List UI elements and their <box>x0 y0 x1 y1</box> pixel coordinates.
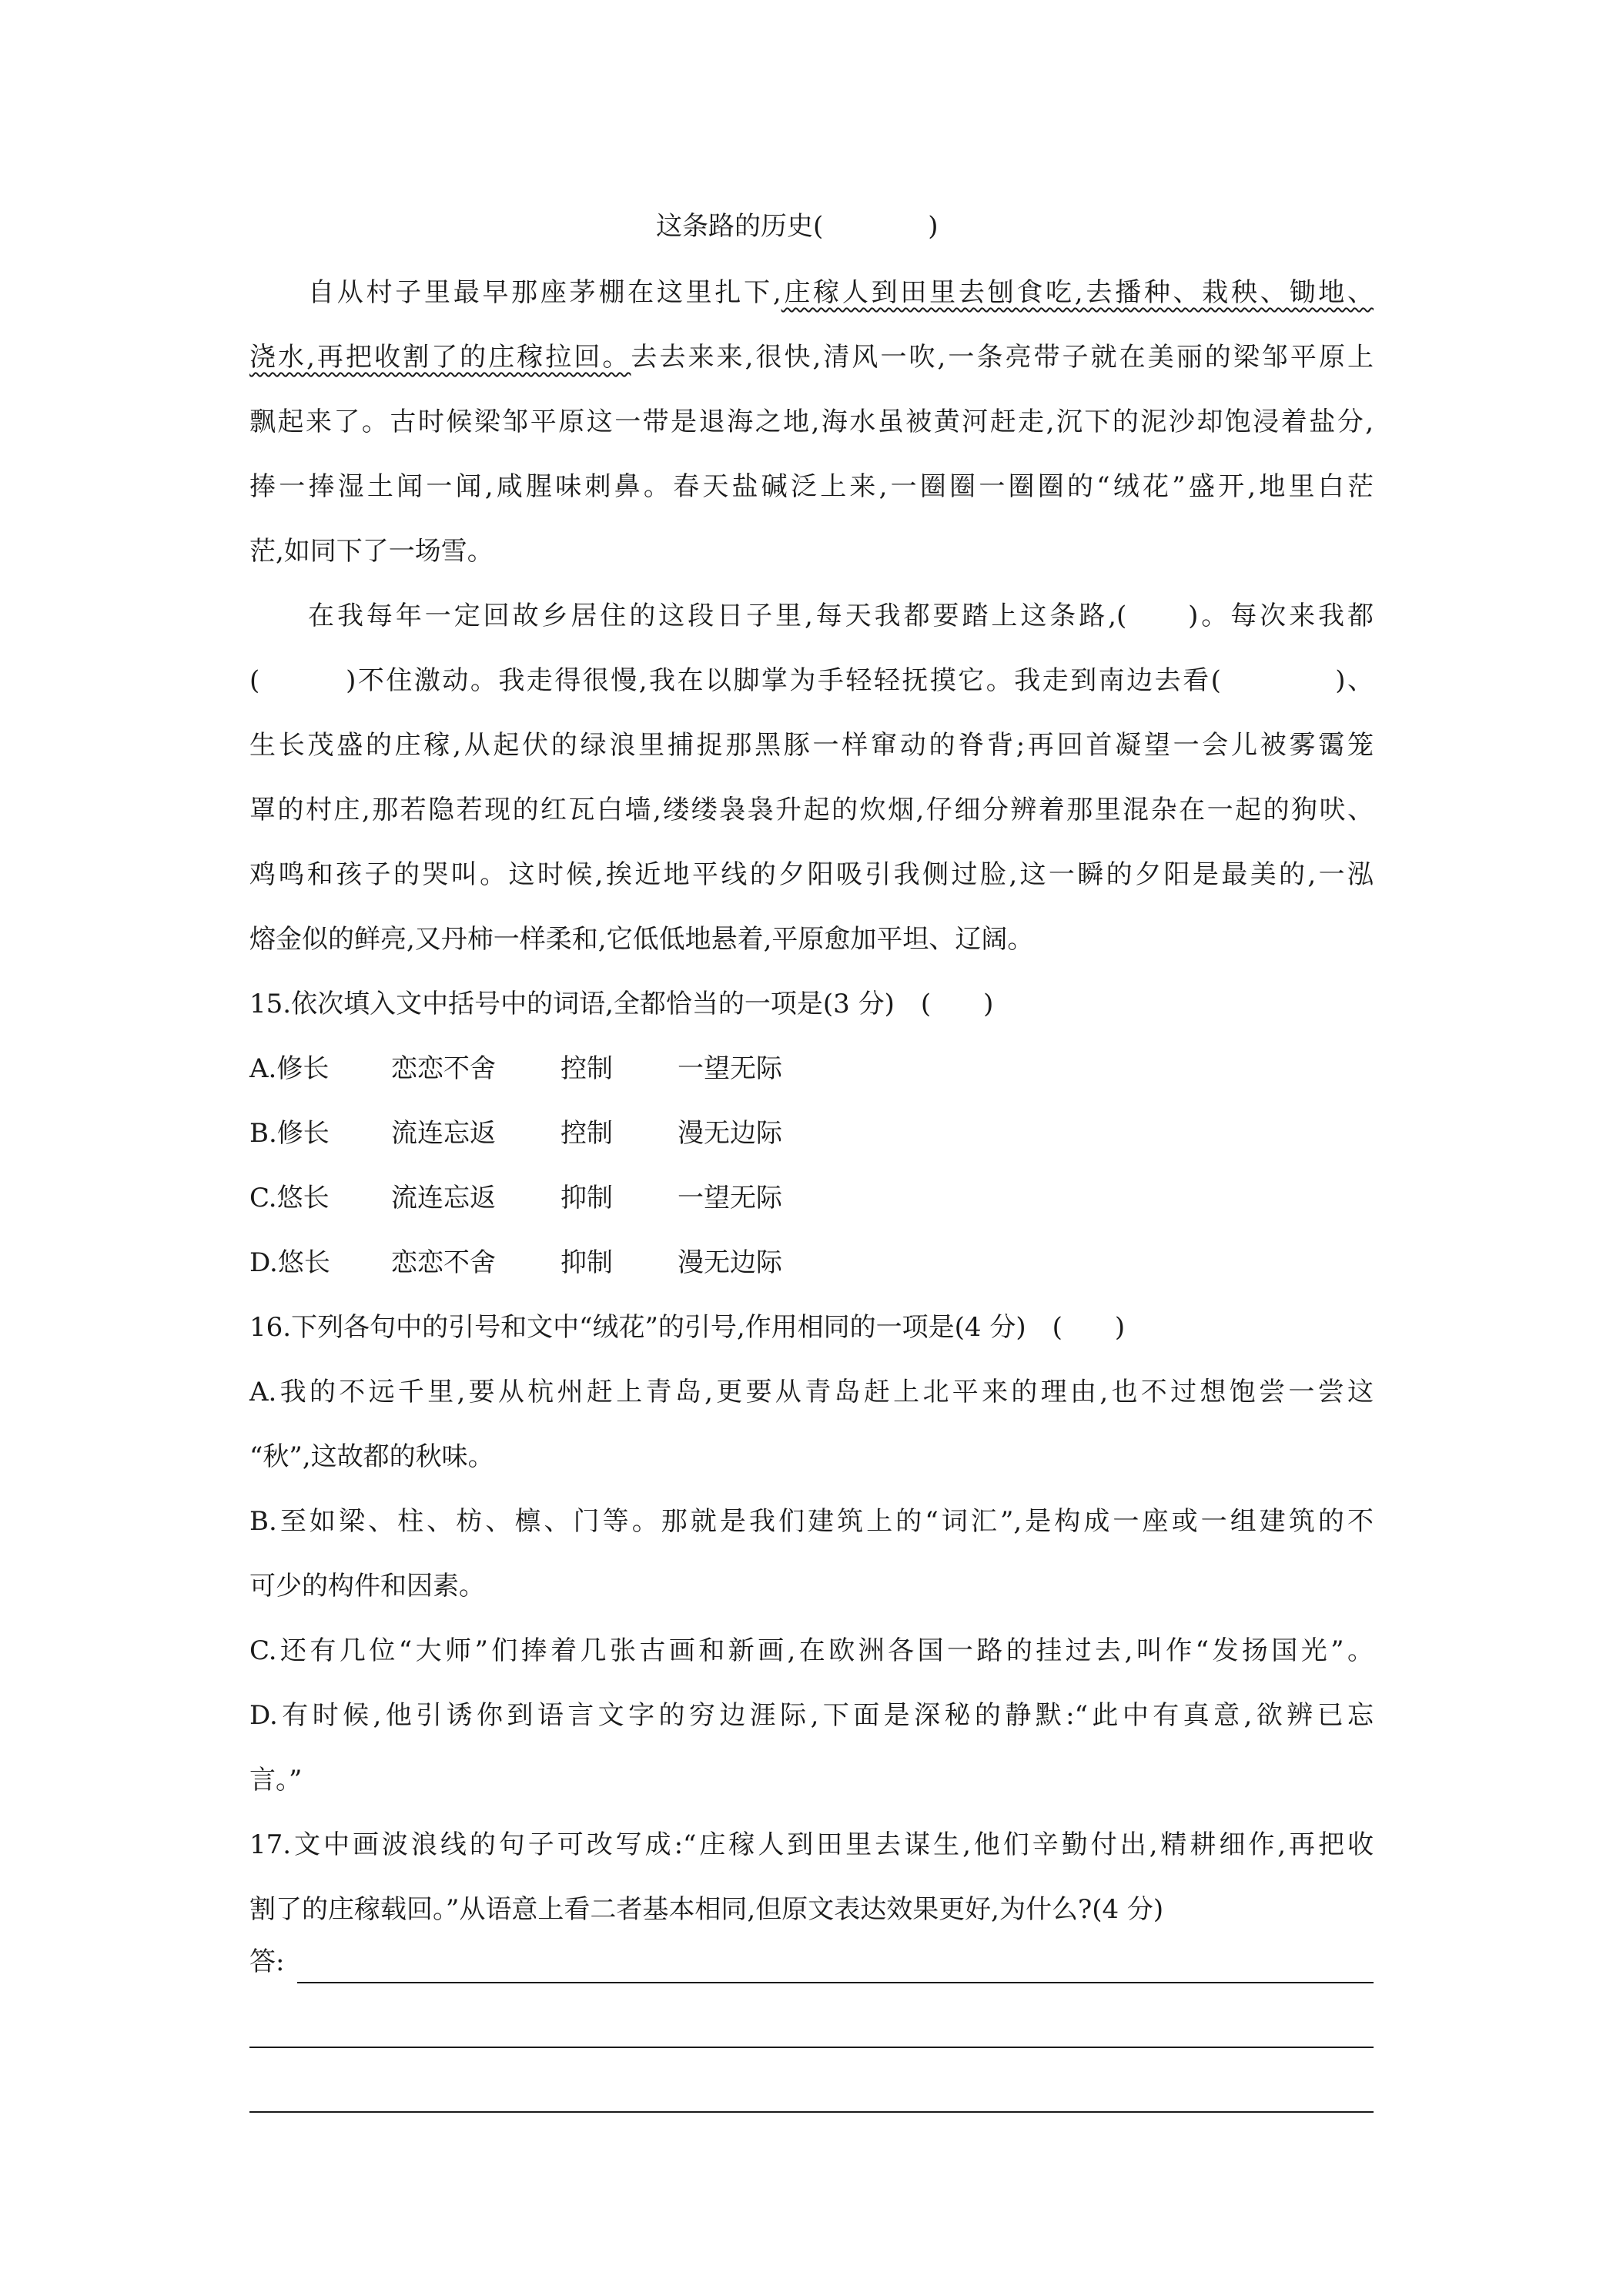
option-label: A.修长 <box>249 1053 330 1084</box>
passage-p1-line-2 <box>249 340 1374 374</box>
option-word-3: 漫无边际 <box>678 1247 782 1278</box>
q16-option-b-line-2: 可少的构件和因素。 <box>249 1571 485 1602</box>
option-word-1: 恋恋不舍 <box>391 1053 496 1084</box>
q17-stem-line-1: 17.文中画波浪线的句子可改写成:“庄稼人到田里去谋生,他们辛勤付出,精耕细作,再把收 <box>249 1829 1374 1860</box>
passage-p2-line-2: ( )不住激动。我走得很慢,我在以脚掌为手轻轻抚摸它。我走到南边去看( )、 <box>249 665 1374 696</box>
wavy-underlined-sentence: 庄稼人到田里去刨食吃,去播种、栽秧、锄地、 <box>781 277 1374 308</box>
q16-option-a-line-1: A.我的不远千里,要从杭州赶上青岛,更要从青岛赶上北平来的理由,也不过想饱尝一尝这 <box>249 1377 1374 1407</box>
passage-title: 这条路的历史( ) <box>656 211 939 242</box>
answer-label: 答: <box>249 1946 285 1977</box>
option-word-3: 漫无边际 <box>678 1118 782 1149</box>
answer-line-1[interactable] <box>297 1982 1374 1983</box>
q16-stem: 16.下列各句中的引号和文中“绒花”的引号,作用相同的一项是(4 分) ( ) <box>249 1312 1126 1343</box>
option-label: B.修长 <box>249 1118 330 1149</box>
answer-line-3[interactable] <box>249 2111 1374 2113</box>
option-word-2: 控制 <box>561 1118 613 1149</box>
option-word-2: 抑制 <box>561 1183 613 1213</box>
answer-line-2[interactable] <box>249 2047 1374 2048</box>
passage-p1-line-3: 飘起来了。古时候梁邹平原这一带是退海之地,海水虽被黄河赶走,沉下的泥沙却饱浸着盐分, <box>249 407 1374 437</box>
option-word-1: 流连忘返 <box>391 1118 496 1149</box>
q16-option-a-line-2: “秋”,这故都的秋味。 <box>249 1441 494 1472</box>
option-word-3: 一望无际 <box>678 1183 782 1213</box>
option-word-2: 抑制 <box>561 1247 613 1278</box>
q16-option-d-line-1: D.有时候,他引诱你到语言文字的穷边涯际,下面是深秘的静默:“此中有真意,欲辨已忘 <box>249 1700 1374 1731</box>
p1-line-2-text: 去去来来,很快,清风一吹,一条亮带子就在美丽的梁邹平原上 <box>631 342 1374 373</box>
passage-p1-line-1 <box>308 276 1374 310</box>
option-label: C.悠长 <box>249 1183 330 1213</box>
p1-line-1-text: 自从村子里最早那座茅棚在这里扎下, <box>308 277 781 308</box>
q15-stem: 15.依次填入文中括号中的词语,全都恰当的一项是(3 分) ( ) <box>249 989 994 1019</box>
option-word-2: 控制 <box>561 1053 613 1084</box>
option-word-1: 流连忘返 <box>391 1183 496 1213</box>
passage-p1-line-4: 捧一捧湿土闻一闻,咸腥味刺鼻。春天盐碱泛上来,一圈圈一圈圈的“绒花”盛开,地里白茫 <box>249 471 1374 502</box>
passage-p1-line-5: 茫,如同下了一场雪。 <box>249 536 494 567</box>
q16-option-d-line-2: 言。” <box>249 1765 303 1796</box>
q16-option-b-line-1: B.至如梁、柱、枋、檩、门等。那就是我们建筑上的“词汇”,是构成一座或一组建筑的不 <box>249 1506 1374 1537</box>
passage-p2-line-3: 生长茂盛的庄稼,从起伏的绿浪里捕捉那黑豚一样窜动的脊背;再回首凝望一会儿被雾霭笼 <box>249 730 1374 761</box>
passage-p2-line-5: 鸡鸣和孩子的哭叫。这时候,挨近地平线的夕阳吸引我侧过脸,这一瞬的夕阳是最美的,一泓 <box>249 859 1374 890</box>
passage-p2-line-1: 在我每年一定回故乡居住的这段日子里,每天我都要踏上这条路,( )。每次来我都 <box>308 601 1374 631</box>
passage-p2-line-6: 熔金似的鲜亮,又丹柿一样柔和,它低低地悬着,平原愈加平坦、辽阔。 <box>249 924 1034 955</box>
passage-p2-line-4: 罩的村庄,那若隐若现的红瓦白墙,缕缕袅袅升起的炊烟,仔细分辨着那里混杂在一起的狗吠、 <box>249 795 1374 825</box>
option-word-1: 恋恋不舍 <box>391 1247 496 1278</box>
option-word-3: 一望无际 <box>678 1053 782 1084</box>
wavy-underlined-sentence-cont: 浇水,再把收割了的庄稼拉回。 <box>249 342 631 373</box>
option-label: D.悠长 <box>249 1247 330 1278</box>
q16-option-c: C.还有几位“大师”们捧着几张古画和新画,在欧洲各国一路的挂过去,叫作“发扬国光”。 <box>249 1635 1374 1666</box>
q17-stem-line-2: 割了的庄稼载回。”从语意上看二者基本相同,但原文表达效果更好,为什么?(4 分) <box>249 1894 1164 1925</box>
